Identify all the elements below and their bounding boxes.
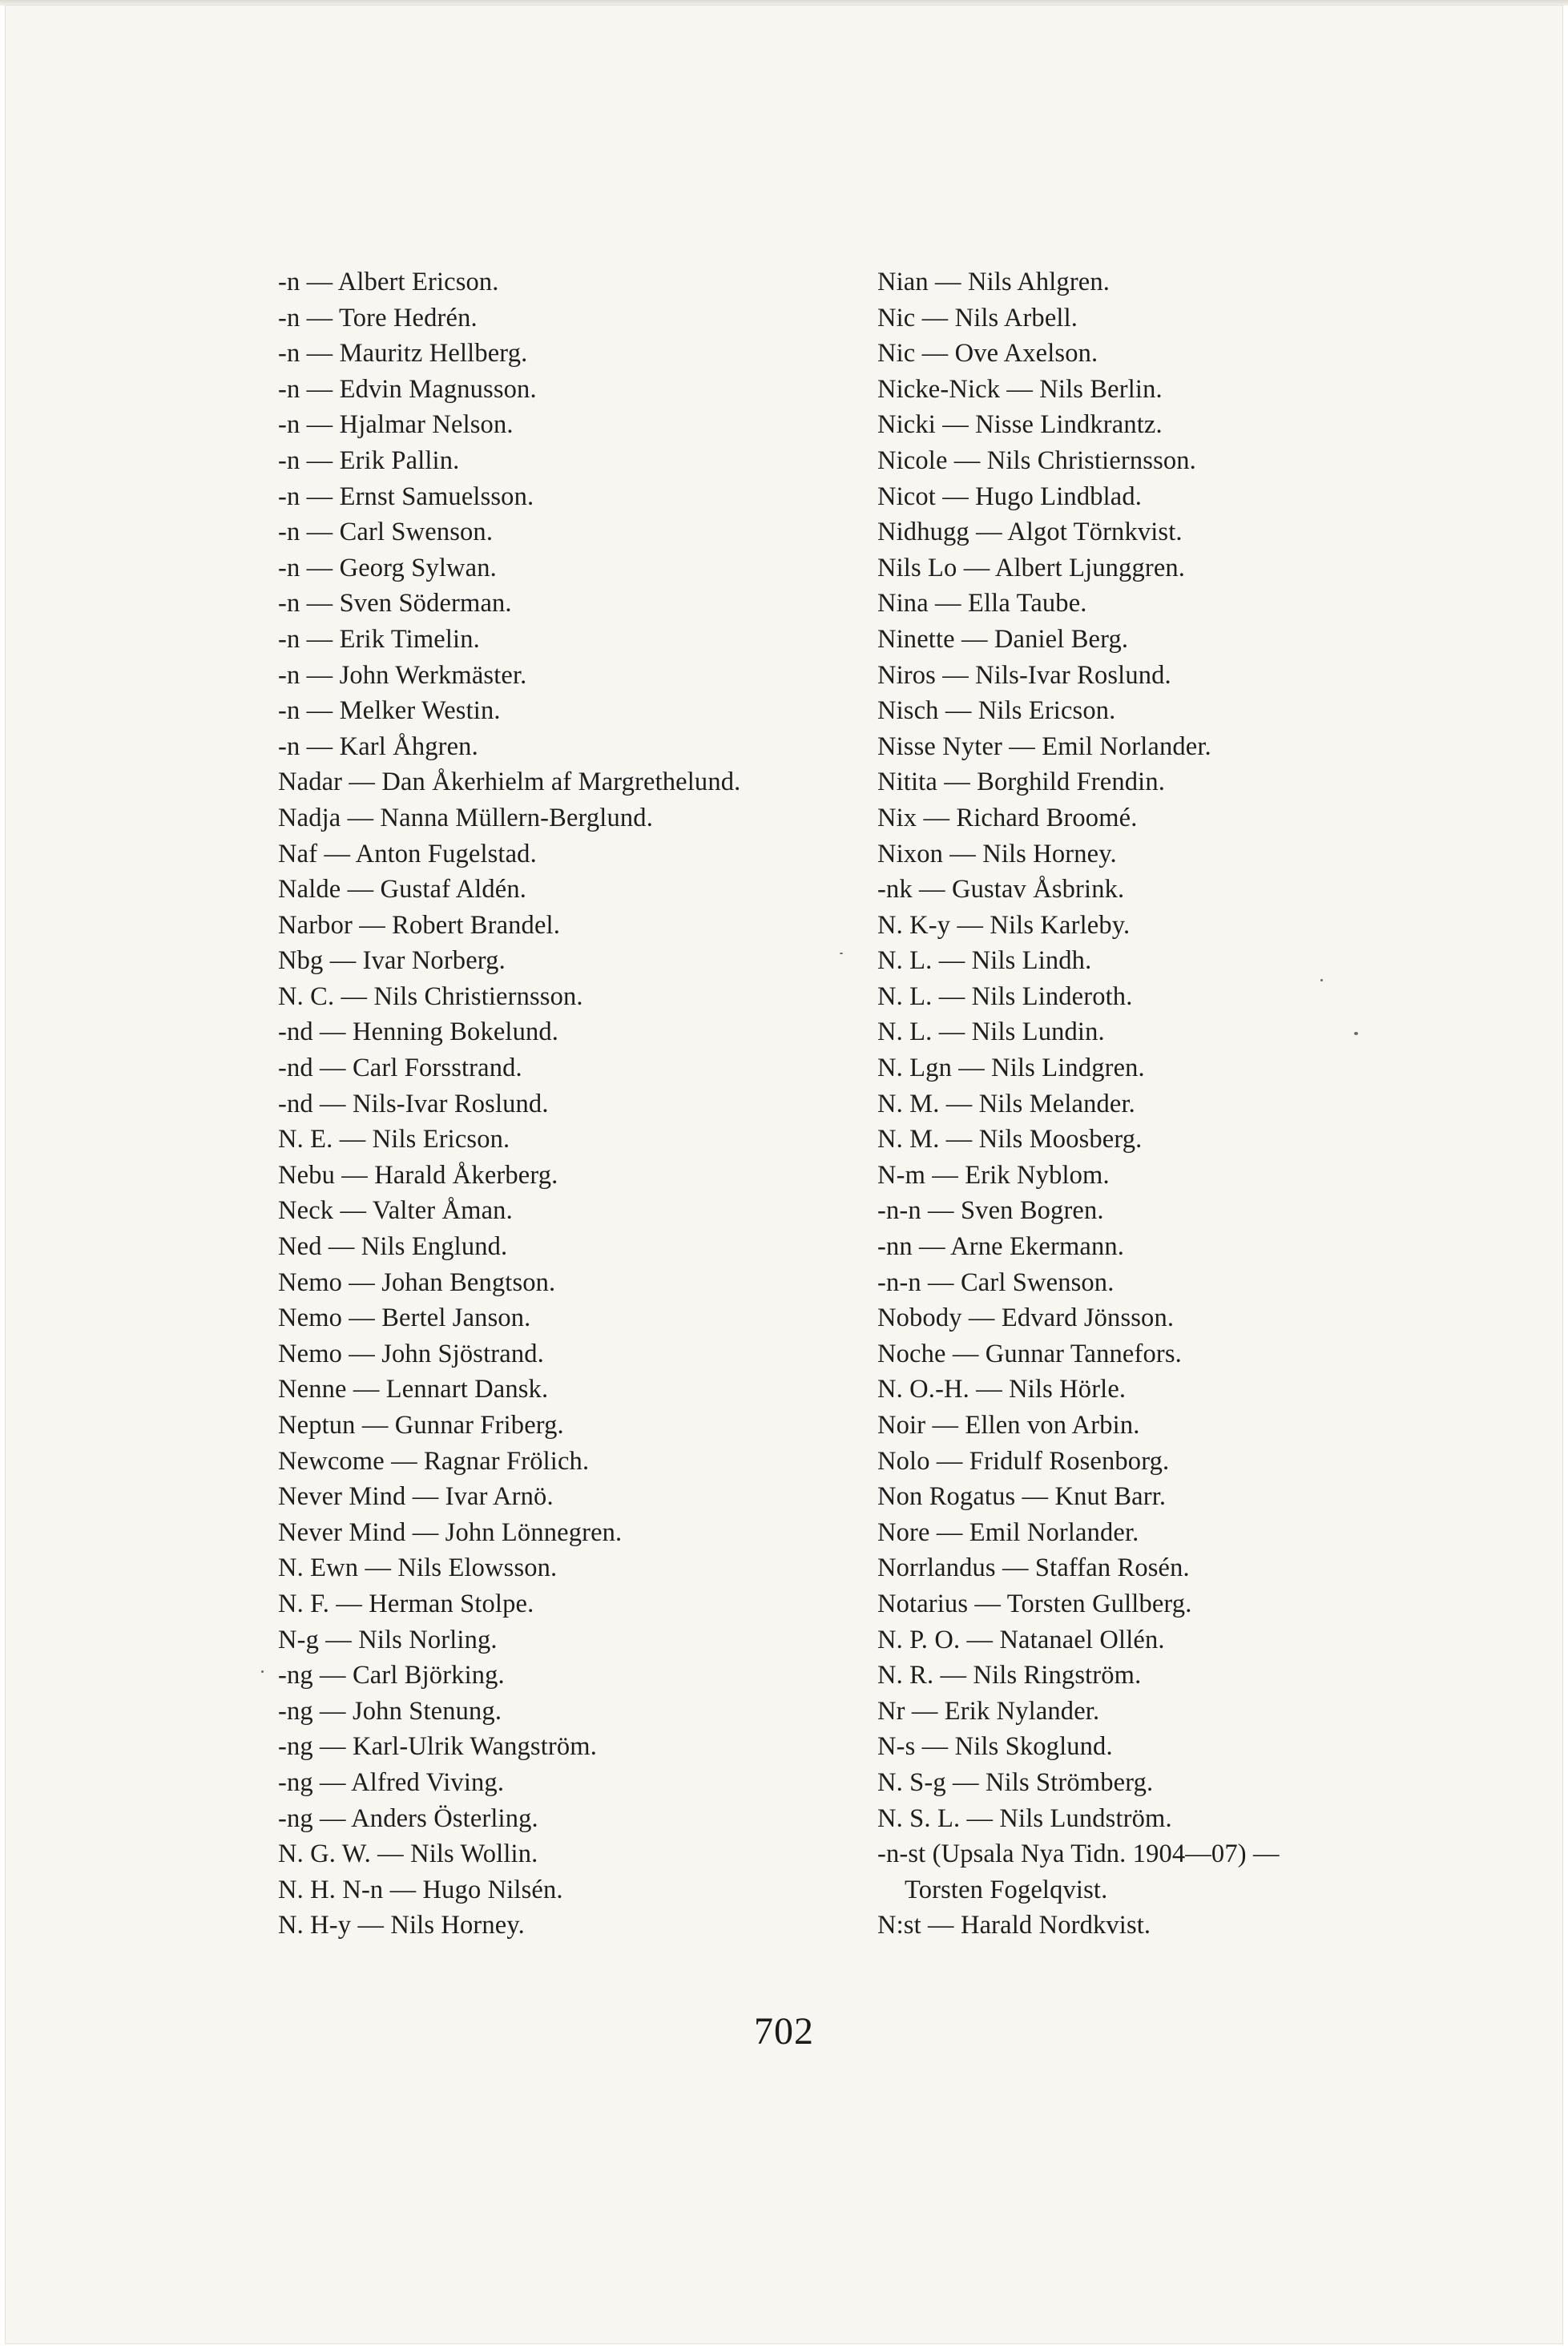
list-item: N. S-g — Nils Strömberg. [877, 1767, 1154, 1797]
list-item: N. O.-H. — Nils Hörle. [877, 1375, 1127, 1404]
list-item: Noir — Ellen von Arbin. [877, 1411, 1140, 1440]
list-item: Nalde — Gustaf Aldén. [278, 875, 527, 905]
list-item: Noche — Gunnar Tannefors. [877, 1339, 1182, 1368]
list-item: N. H-y — Nils Horney. [278, 1911, 525, 1940]
list-item: N. S. L. — Nils Lundström. [877, 1803, 1172, 1833]
list-item: -n — Carl Swenson. [278, 518, 494, 547]
list-item: N-g — Nils Norling. [278, 1625, 498, 1654]
list-item: Nicole — Nils Christiernsson. [877, 445, 1196, 475]
paper-speck [1320, 979, 1323, 981]
list-item: -n — Hjalmar Nelson. [278, 410, 514, 440]
list-item: N. L. — Nils Lundin. [877, 1017, 1105, 1047]
right-column-items [877, 264, 1486, 1836]
list-item: -n — Tore Hedrén. [278, 303, 478, 332]
list-item: -ng — Carl Björking. [278, 1661, 505, 1690]
list-item: -nk — Gustav Åsbrink. [877, 875, 1125, 905]
list-item: Nix — Richard Broomé. [877, 803, 1138, 832]
list-item: N-m — Erik Nyblom. [877, 1160, 1110, 1190]
paper-speck [261, 1670, 264, 1673]
list-item: -nn — Arne Ekermann. [877, 1232, 1125, 1262]
list-item: Newcome — Ragnar Frölich. [278, 1446, 590, 1476]
list-item: Notarius — Torsten Gullberg. [877, 1589, 1192, 1618]
list-item: Nicki — Nisse Lindkrantz. [877, 410, 1163, 440]
list-item: Nemo — John Sjöstrand. [278, 1339, 544, 1368]
list-item: Nore — Emil Norlander. [877, 1517, 1139, 1547]
list-item: -n — Edvin Magnusson. [278, 374, 537, 404]
list-item: Neck — Valter Åman. [278, 1196, 513, 1226]
list-item-last: N:st — Harald Nordkvist. [877, 1911, 1151, 1940]
list-item: Nixon — Nils Horney. [877, 839, 1117, 868]
list-item: Nitita — Borghild Frendin. [877, 768, 1165, 797]
list-item: -n — Mauritz Hellberg. [278, 339, 528, 369]
list-item: -n-n — Sven Bogren. [877, 1196, 1104, 1226]
list-item: N. P. O. — Natanael Ollén. [877, 1625, 1165, 1654]
list-item: -ng — Alfred Viving. [278, 1767, 505, 1797]
right-column [877, 264, 1486, 1944]
list-item: -n — Karl Åhgren. [278, 731, 478, 761]
list-item: Nian — Nils Ahlgren. [877, 268, 1110, 296]
list-item: N. M. — Nils Moosberg. [877, 1125, 1143, 1154]
list-item: -n-n — Carl Swenson. [877, 1267, 1115, 1297]
page-number: 702 [754, 2010, 814, 2053]
list-item: Never Mind — Ivar Arnö. [278, 1482, 554, 1512]
list-item: -ng — Karl-Ulrik Wangström. [278, 1732, 597, 1762]
list-item: Nisse Nyter — Emil Norlander. [877, 731, 1211, 761]
list-item: N. M. — Nils Melander. [877, 1089, 1135, 1118]
list-item: Nemo — Johan Bengtson. [278, 1267, 556, 1297]
list-item: Naf — Anton Fugelstad. [278, 839, 537, 868]
list-item: N. Lgn — Nils Lindgren. [877, 1054, 1145, 1083]
list-item: Nidhugg — Algot Törnkvist. [877, 518, 1183, 547]
left-column [278, 264, 855, 1944]
wrapped-entry-continuation: Torsten Fogelqvist. [905, 1875, 1108, 1904]
list-item: N-s — Nils Skoglund. [877, 1732, 1113, 1762]
wrapped-entry-first-line: -n-st (Upsala Nya Tidn. 1904—07) — [877, 1839, 1280, 1869]
list-item: Non Rogatus — Knut Barr. [877, 1482, 1167, 1512]
list-item: -n — Ernst Samuelsson. [278, 481, 534, 511]
list-item: Nils Lo — Albert Ljunggren. [877, 553, 1186, 582]
list-item: N. G. W. — Nils Wollin. [278, 1839, 538, 1869]
list-item: -nd — Nils-Ivar Roslund. [278, 1089, 549, 1118]
list-item: Ninette — Daniel Berg. [877, 624, 1129, 654]
list-item: Narbor — Robert Brandel. [278, 910, 560, 940]
list-item: Nisch — Nils Ericson. [877, 696, 1116, 726]
list-item: Nadja — Nanna Müllern-Berglund. [278, 803, 653, 832]
list-item: -n — Albert Ericson. [278, 268, 499, 296]
list-item: Nina — Ella Taube. [877, 589, 1087, 618]
list-item: N. L. — Nils Linderoth. [877, 981, 1133, 1011]
list-item: Nadar — Dan Åkerhielm af Margrethelund. [278, 768, 741, 797]
list-item: Nicke-Nick — Nils Berlin. [877, 374, 1163, 404]
list-item: N. H. N-n — Hugo Nilsén. [278, 1875, 563, 1904]
list-item: Nobody — Edvard Jönsson. [877, 1303, 1175, 1333]
list-item: -ng — John Stenung. [278, 1696, 502, 1726]
list-item: N. R. — Nils Ringström. [877, 1661, 1142, 1690]
paper-speck [1354, 1032, 1358, 1035]
list-item: Nemo — Bertel Janson. [278, 1303, 531, 1333]
list-item: Ned — Nils Englund. [278, 1232, 508, 1262]
list-item: N. F. — Herman Stolpe. [278, 1589, 534, 1618]
list-item: Nebu — Harald Åkerberg. [278, 1160, 558, 1190]
list-item: -n — Erik Timelin. [278, 624, 480, 654]
list-item: -nd — Carl Forsstrand. [278, 1054, 522, 1083]
list-item: Nbg — Ivar Norberg. [278, 946, 506, 976]
list-item: -n — Sven Söderman. [278, 589, 512, 618]
list-item: N. E. — Nils Ericson. [278, 1125, 510, 1154]
list-item: N. L. — Nils Lindh. [877, 946, 1092, 976]
list-item: Nic — Ove Axelson. [877, 339, 1098, 369]
list-item: -ng — Anders Österling. [278, 1803, 538, 1833]
list-item: Neptun — Gunnar Friberg. [278, 1411, 564, 1440]
list-item-wrapped [877, 1836, 1486, 1908]
list-item: -nd — Henning Bokelund. [278, 1017, 559, 1047]
list-item: Nolo — Fridulf Rosenborg. [877, 1446, 1170, 1476]
list-item: -n — Melker Westin. [278, 696, 501, 726]
list-item: N. Ewn — Nils Elowsson. [278, 1553, 558, 1583]
list-item: Norrlandus — Staffan Rosén. [877, 1553, 1190, 1583]
list-item: -n — Erik Pallin. [278, 445, 460, 475]
list-item: Never Mind — John Lönnegren. [278, 1517, 623, 1547]
list-item: -n — John Werkmäster. [278, 660, 527, 690]
list-item: Nenne — Lennart Dansk. [278, 1375, 549, 1404]
list-item: Niros — Nils-Ivar Roslund. [877, 660, 1171, 690]
list-item: Nic — Nils Arbell. [877, 303, 1078, 332]
list-item: -n — Georg Sylwan. [278, 553, 497, 582]
paper-speck [840, 953, 843, 954]
list-item: N. K-y — Nils Karleby. [877, 910, 1131, 940]
list-item: Nicot — Hugo Lindblad. [877, 481, 1143, 511]
list-item: Nr — Erik Nylander. [877, 1696, 1100, 1726]
list-item: N. C. — Nils Christiernsson. [278, 981, 583, 1011]
